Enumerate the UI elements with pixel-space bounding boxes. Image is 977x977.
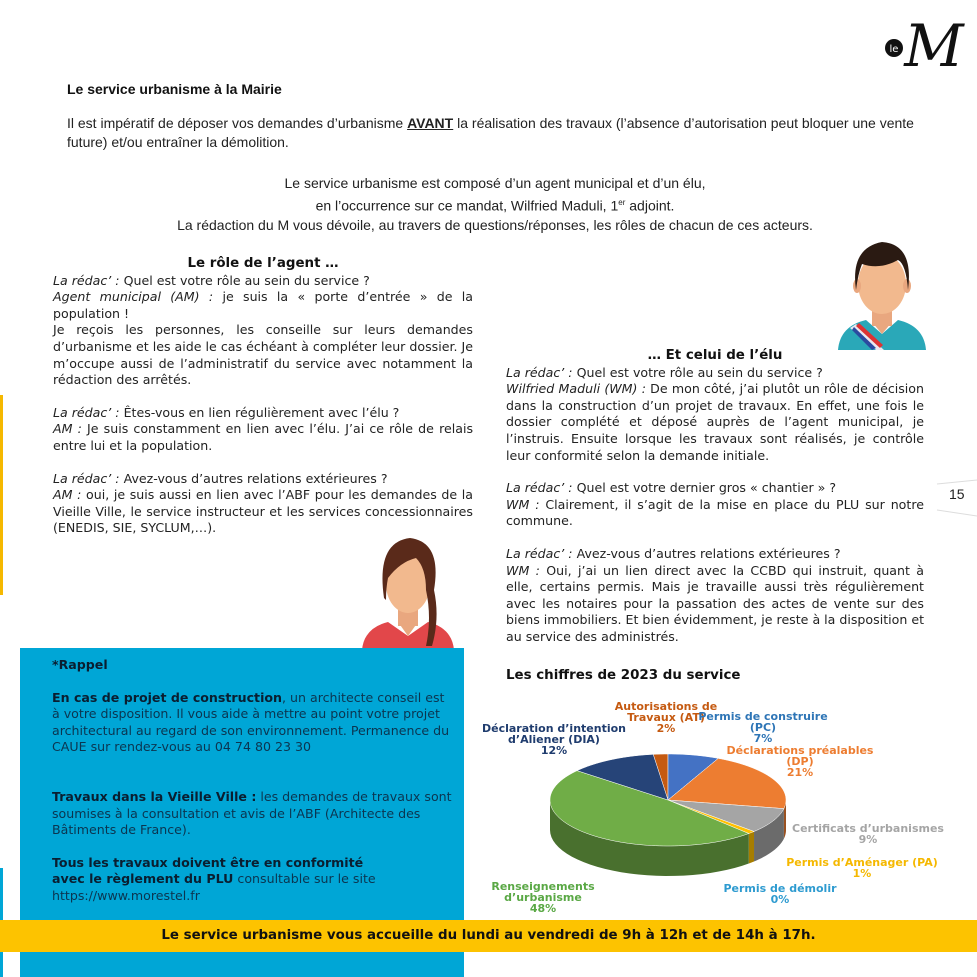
reminder-box: *Rappel En cas de projet de construction, un architecte conseil est à votre disposition. Il vous aide à mettre au point votre projet architectural au regard de son environnement. Permanence du CAUE sur rendez-vous au 04 74 80 23 30 Travaux dans la Vieille Ville : les demandes de travaux sont soumises à la consultation et avis de l’ABF (Architecte des Bâtiments de France). Tous les travaux doivent être en conformité avec le règlement du PLU consultable sur le site https://www.morestel.fr [20, 648, 464, 977]
page-number: 15 [935, 478, 977, 518]
pie-category-label-1: (PC) [749, 721, 777, 734]
pie-category-label-0: Travaux (AT) [627, 711, 705, 724]
pie-value-label-4: 1% [852, 867, 872, 880]
pie-category-label-7: d’Aliener (DIA) [508, 733, 600, 746]
logo-big-letter: M [904, 14, 964, 74]
pie-value-label-6: 48% [529, 902, 557, 915]
municipal-agent-avatar [356, 528, 460, 650]
pie-value-label-3: 9% [858, 833, 878, 846]
magazine-logo [880, 14, 970, 74]
intro-paragraph: Il est impératif de déposer vos demandes d’urbanisme AVANT la réalisation des travaux (l’absence d’autorisation peut bloquer une vente future) et/ou entraîner la démolition. [67, 115, 914, 150]
intro-emphasis: AVANT [407, 115, 454, 131]
logo-small-text: le [889, 44, 899, 55]
opening-hours-banner: Le service urbanisme vous accueille du lundi au vendredi de 9h à 12h et de 14h à 17h. [0, 920, 977, 952]
pie-category-label-3: Certificats d’urbanismes [792, 822, 944, 835]
pie-category-label-1: Permis de construire [698, 710, 828, 723]
pie-category-label-6: Renseignements [491, 880, 595, 893]
pie-category-label-7: Déclaration d’intention [481, 722, 627, 735]
page-title: Le service urbanisme à la Mairie [67, 81, 282, 97]
pie-value-label-0: 2% [656, 722, 676, 735]
agent-heading: Le rôle de l’agent … [187, 256, 339, 271]
pie-side-4 [749, 831, 754, 863]
reminder-title: *Rappel [52, 657, 108, 672]
elected-official-avatar [828, 230, 936, 350]
agent-interview: Le rôle de l’agent … La rédac’ : Quel est votre rôle au sein du service ? Agent municipal (AM) : je suis la « porte d’entrée » de la population ! Je reçois les personnes, les conseille sur leurs demandes d’urbanisme et les aide le cas échéant à compléter leur dossier. Je m’occupe aussi de l’administratif du service avec notamment la rédaction des arrêtés. La rédac’ : Êtes-vous en lien régulièrement avec l’élu ? AM : Je suis constamment en lien avec l’élu. J’ai ce rôle de relais entre lui et la population. La rédac’ : Avez-vous d’autres relations extérieures ? AM : oui, je suis aussi en lien avec l’ABF pour les demandes de la Vieille Ville, le service instructeur et les services concessionnaires (ENEDIS, SIE, SYCLUM,…). [53, 256, 474, 536]
pie-chart [470, 690, 977, 920]
pie-category-label-5: Permis de démolir [723, 882, 837, 895]
decorative-yellow-line [0, 395, 3, 595]
pie-value-label-7: 12% [540, 744, 568, 757]
stats-title: Les chiffres de 2023 du service [506, 668, 741, 683]
elected-official-interview: … Et celui de l’élu La rédac’ : Quel est votre rôle au sein du service ? Wilfried Maduli (WM) : De mon côté, j’ai plutôt un rôle de décision dans la construction d’un projet de travaux. En effet, une fois le dossier complété et déposé auprès de l’agent municipal, je l’instruis. Ensuite lorsque les travaux sont réalisés, je contrôle leur conformité selon la demande initiale. La rédac’ : Quel est votre dernier gros « chantier » ? WM : Clairement, il s’agit de la mise en place du PLU sur notre commune. La rédac’ : Avez-vous d’autres relations extérieures ? WM : Oui, j’ai un lien direct avec la CCBD qui instruit, quant à elle, certains permis. Mais je travaille aussi très régulièrement avec les notaires pour la passation des actes de vente sur des biens immobiliers. Et bien évidemment, je reste à la disposition et au service des administrés. [506, 348, 925, 644]
pie-category-label-0: Autorisations de [614, 700, 718, 713]
pie-category-label-2: Déclarations préalables [726, 744, 874, 757]
pie-category-label-2: (DP) [786, 755, 814, 768]
pie-category-label-4: Permis d’Aménager (PA) [786, 856, 938, 869]
pie-value-label-5: 0% [770, 893, 790, 906]
elu-heading: … Et celui de l’élu [647, 348, 783, 363]
pie-category-label-6: d’urbanisme [504, 891, 582, 904]
pie-value-label-2: 21% [786, 766, 814, 779]
presentation-block: Le service urbanisme est composé d’un agent municipal et d’un élu, en l’occurrence sur ce mandat, Wilfried Maduli, 1er adjoint. La rédaction du M vous dévoile, au travers de questions/réponses, les rôles de chacun de ces acteurs. [177, 175, 813, 233]
pie-value-label-1: 7% [753, 732, 773, 745]
website-link[interactable]: https://www.morestel.fr [52, 887, 200, 903]
